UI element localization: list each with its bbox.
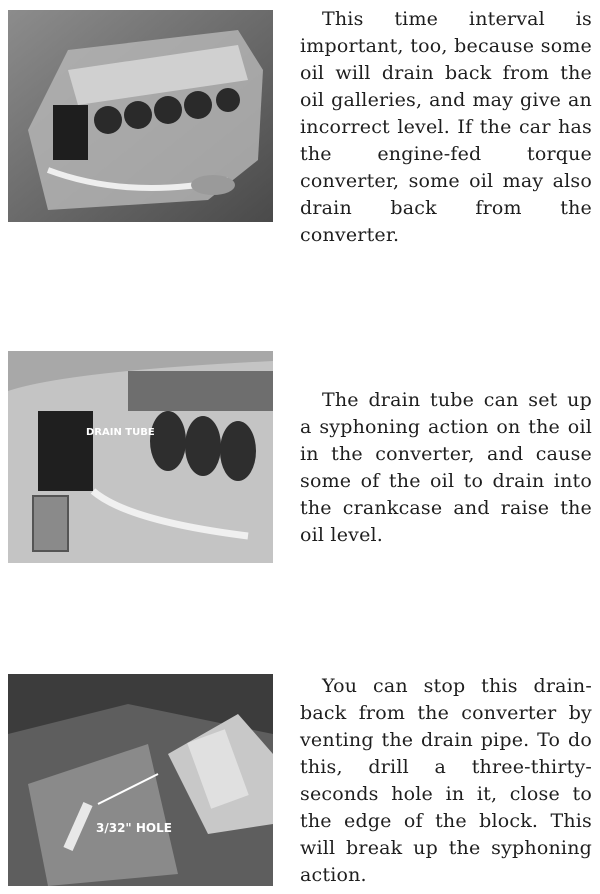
hole-label: 3/32" HOLE [96,821,172,835]
drain-tube-cutaway-photo [8,351,273,563]
drill-pipe-icon [8,674,273,886]
engine-cutaway-photo [8,10,273,222]
drain-tube-label: DRAIN TUBE [86,427,155,438]
paragraph-drain-tube: The drain tube can set up a syphoning action on the oil in the converter, and cause some of the oil to drain into the crankcase and raise the oil level. [300,389,592,546]
drill-pipe-photo [8,674,273,886]
paragraph-vent-drain-pipe: You can stop this drain-back from the converter by venting the drain pipe. To do this, drill a three-thirty-seconds hole in it, close to the edge of the block. This will break up the syphoning action. [300,675,592,886]
engine-cutaway-icon [8,10,273,222]
drain-tube-cutaway-icon [8,351,273,563]
paragraph-time-interval: This time interval is important, too, because some oil will drain back from the oil galleries, and may give an incorrect level. If the car has the engine-fed torque converter, some oil may also drain back from the converter. [300,8,592,246]
